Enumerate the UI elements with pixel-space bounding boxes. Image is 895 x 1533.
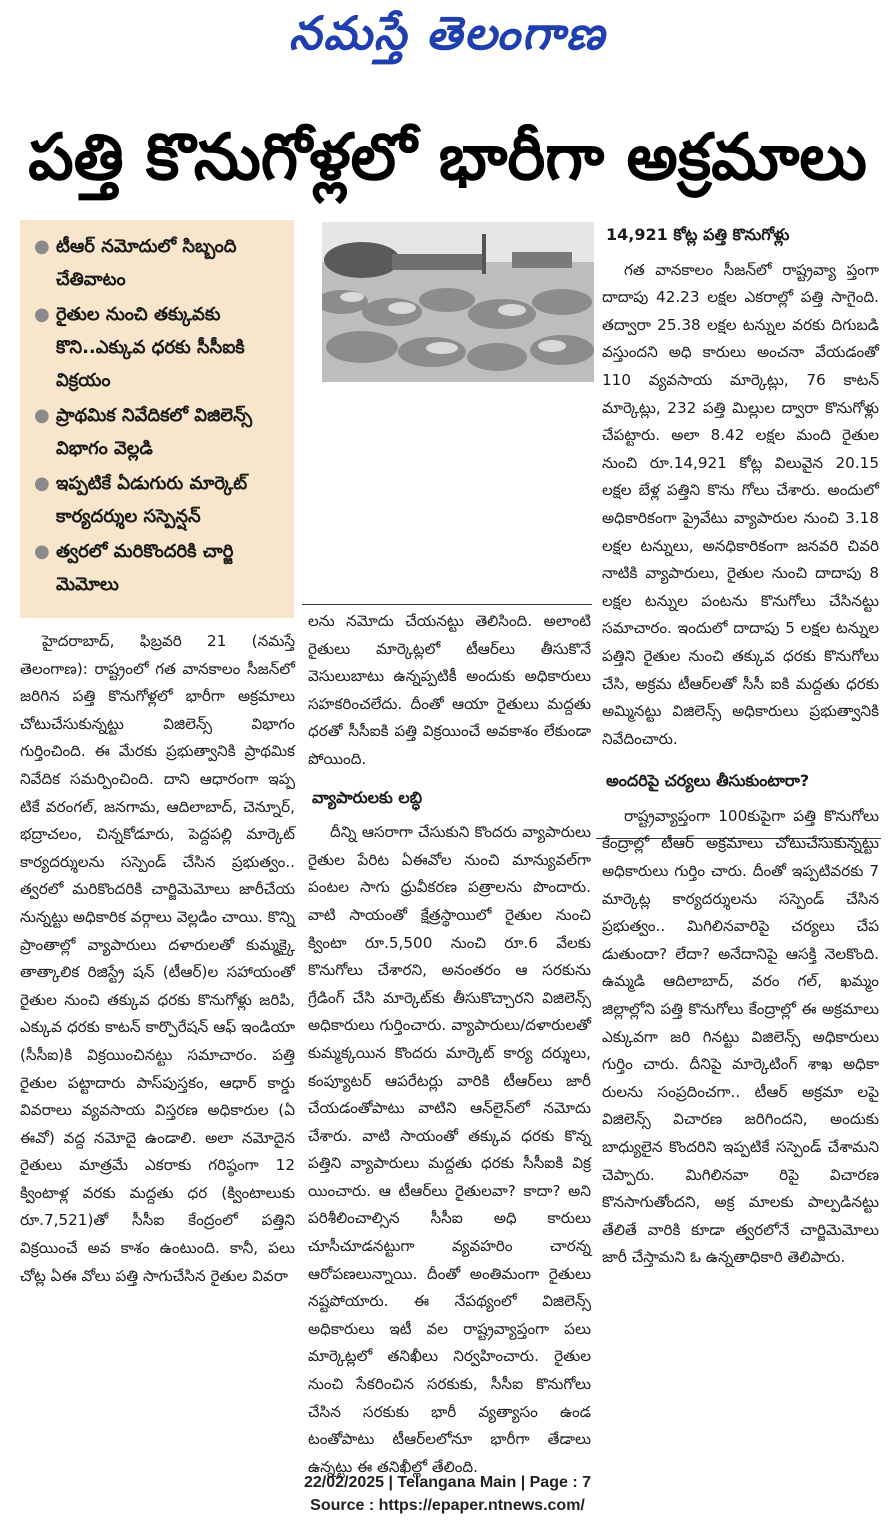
footer — [0, 1471, 895, 1517]
article-paragraph: దీన్ని ఆసరాగా చేసుకుని కొందరు వ్యాపారులు రైతుల పేరిట ఏఈవోల నుంచి మాన్యువల్‌గా పంటల సాగు ధ్రువీకరణ పత్రాలను పొందారు. వాటి సాయంతో క్షేత్రస్థాయిలో రైతుల నుంచి క్వింటా రూ.5,500 నుంచి రూ.6 వేలకు కొనుగోలు చేశారని, అనంతరం ఆ సరకును గ్రేడింగ్ చేసి మార్కెట్‌కు తీసుకొచ్చారని విజిలెన్స్ అధికారులు గుర్తించారు. వ్యాపారులు/దళారులతో కుమ్మక్కయిన కొందరు మార్కెట్ కార్య దర్శులు, కంప్యూటర్ ఆపరేటర్లు వారికి టీఆర్‌లు జారీ చేయడంతోపాటు వాటిని ఆన్‌లైన్‌లో నమోదు చేశారు. వాటి సాయంతో తక్కువ ధరకు కొన్న పత్తిని వ్యాపారులు మద్దతు ధరకు సీసీఐకి విక్ర యించారు. ఆ టీఆర్‌లు రైతులవా? కాదా? అని పరిశీలించాల్సిన సీసీఐ అధి కారులు చూసీచూడనట్టుగా వ్యవహరిం చారన్న ఆరోపణలున్నాయి. దీంతో అంతిమంగా రైతులు నష్టపోయారు. ఈ నేపథ్యంలో విజిలెన్స్ అధికారులు ఇటీ వల రాష్ట్రవ్యాప్తంగా పలు మార్కెట్లలో తనిఖీలు నిర్వహించారు. రైతుల నుంచి సేకరించిన సరకుకు, సీసీఐ కొనుగోలు చేసిన సరకుకు భారీ వ్యత్యాసం ఉండ టంతోపాటు టీఆర్‌లలోనూ భారీగా తేడాలు ఉన్నట్టు ఈ తనిఖీల్లో తేలింది. — [308, 823, 591, 1476]
bullet-icon: ● — [34, 304, 50, 325]
highlights-list — [20, 230, 294, 601]
article-column-2 — [308, 608, 591, 1481]
highlight-item: ● ఇప్పటికే ఏడుగురు మార్కెట్ కార్యదర్శుల సస్పెన్షన్ — [34, 467, 286, 533]
article-column-3 — [602, 221, 879, 1272]
bullet-icon: ● — [34, 405, 50, 426]
footer-date-page: 22/02/2025 | Telangana Main | Page : 7 — [303, 1474, 591, 1491]
subheading: 14,921 కోట్ల పత్తి కొనుగోళ్లు — [606, 225, 790, 244]
highlight-item: ● త్వరలో మరికొందరికి చార్జి మెమోలు — [34, 535, 286, 601]
highlight-item: ● ప్రాథమిక నివేదికలో విజిలెన్స్ విభాగం వెల్లడి — [34, 399, 286, 465]
highlight-item: ● రైతుల నుంచి తక్కువకు కొని..ఎక్కువ ధరకు సీసీఐకి విక్రయం — [34, 298, 286, 397]
column-divider — [302, 604, 592, 605]
bullet-icon: ● — [34, 473, 50, 494]
article-paragraph: గత వానకాలం సీజన్‌లో రాష్ట్రవ్యా ప్తంగా దాదాపు 42.23 లక్షల ఎకరాల్లో పత్తి సాగైంది. తద్వారా 25.38 లక్షల టన్నుల వరకు దిగుబడి వస్తుందని అధి కారులు అంచనా వేయడంతో 110 వ్యవసాయ మార్కెట్లు, 76 కాటన్ మార్కెట్లు, 232 పత్తి మిల్లుల ద్వారా కొనుగోళ్లు చేపట్టారు. అలా 8.42 లక్షల మంది రైతుల నుంచి రూ.14,921 కోట్ల విలువైన 20.15 లక్షల బేళ్ల పత్తిని కొను గోలు చేశారు. అందులో అధికారికంగా ప్రైవేటు వ్యాపారుల నుంచి 3.18 లక్షల టన్నులు, అనధికారికంగా జనవరి చివరి నాటికి వ్యాపారులు, రైతుల నుంచి దాదాపు 8 లక్షల టన్నుల పంటను కొనుగోలు చేసినట్టు సమాచారం. ఇందులో దాదాపు 5 లక్షల టన్నుల పత్తిని రైతుల నుంచి తక్కువ ధరకు కొనుగోలు చేసి, అక్రమ టీఆర్‌లతో సీసీ ఐకి మద్దతు ధరకు అమ్మినట్టు విజిలెన్స్ అధికారులు ప్రభుత్వానికి నివేదించారు. — [602, 260, 879, 748]
bullet-icon: ● — [34, 236, 50, 257]
subheading: అందరిపై చర్యలు తీసుకుంటారా? — [606, 771, 810, 791]
bullet-icon: ● — [34, 541, 50, 562]
headline: పత్తి కొనుగోళ్లలో భారీగా అక్రమాలు — [28, 121, 867, 195]
cotton-market-photo — [322, 222, 594, 382]
footer-source: Source : https://epaper.ntnews.com/ — [310, 1497, 585, 1514]
article-paragraph: రాష్ట్రవ్యాప్తంగా 100కుపైగా పత్తి కొనుగోలు కేంద్రాల్లో టీఆర్ అక్రమాలు చోటుచేసుకున్నట్టు అధికారులు గుర్తిం చారు. దీంతో ఇప్పటివరకు 7 మార్కెట్ల కార్యదర్శులను సస్పెండ్ చేసిన ప్రభుత్వం.. మిగిలినవారిపై చర్యలు చేప డుతుందా? లేదా? అనేదానిపై ఆసక్తి నెలకొంది. ఉమ్మడి ఆదిలాబాద్, వరం గల్, ఖమ్మం జిల్లాల్లోని పత్తి కొనుగోలు కేంద్రాల్లో ఈ అక్రమాలు ఎక్కువగా జరి గినట్టు విజిలెన్స్ అధికారులు గుర్తిం చారు. దీనిపై మార్కెటింగ్ శాఖ అధికా రులను సంప్రదించగా.. టీఆర్ అక్రమా లపై విజిలెన్స్ విచారణ జరిగిందని, అందుకు బాధ్యులైన కొందరిని ఇప్పటికే సస్పెండ్ చేశామని చెప్పారు. మిగిలినవా రిపై విచారణ కొనసాగుతోందని, అక్ర మాలకు పాల్పడినట్టు తేలితే వారికి కూడా త్వరలోనే చార్జిమెమోలు జారీ చేస్తామని ఓ ఉన్నతాధికారి తెలిపారు. — [602, 806, 879, 1267]
article-paragraph: లను నమోదు చేయనట్టు తెలిసింది. అలాంటి రైతులు మార్కెట్లలో టీఆర్‌లు తీసుకొనే వెసులుబాటు ఉన్నప్పటికీ అందుకు అధికారులు సహకరించలేదు. దీంతో ఆయా రైతులు మద్దతు ధరతో సీసీఐకి పత్తి విక్రయించే అవకాశం లేకుండా పోయింది. — [308, 612, 591, 768]
masthead-logo: నమస్తే తెలంగాణ — [288, 6, 607, 60]
highlight-item: ● టీఆర్ నమోదులో సిబ్బంది చేతివాటం — [34, 230, 286, 296]
article-column-1 — [20, 628, 295, 1290]
masthead — [0, 0, 895, 80]
subheading: వ్యాపారులకు లబ్ధి — [312, 787, 423, 807]
article-paragraph: హైదరాబాద్, ఫిబ్రవరి 21 (నమస్తే తెలంగాణ): రాష్ట్రంలో గత వానకాలం సీజన్‌లో జరిగిన పత్తి కొనుగోళ్లలో భారీగా అక్రమాలు చోటుచేసుకున్నట్టు విజిలెన్స్ విభాగం గుర్తించింది. ఈ మేరకు ప్రభుత్వానికి ప్రాథమిక నివేదిక సమర్పించింది. దాని ఆధారంగా ఇప్ప టికే వరంగల్, జనగామ, ఆదిలాబాద్, చెన్నూర్, భద్రాచలం, చిన్నకోడూరు, పెద్దపల్లి మార్కెట్ కార్యదర్శులను సస్పెండ్ చేసిన ప్రభుత్వం.. త్వరలో మరికొందరికి చార్జిమెమోలు జారీచేయ నున్నట్టు అధికారిక వర్గాలు వెల్లడిం చాయి. కొన్ని ప్రాంతాల్లో వ్యాపారులు దళారులతో కుమ్మక్కై తాత్కాలిక రిజిస్ట్రే షన్ (టీఆర్)ల సహాయంతో రైతుల నుంచి తక్కువ ధరకు కొనుగోళ్లు జరిపి, ఎక్కువ ధరకు కాటన్ కార్పొరేషన్ ఆఫ్ ఇండియా (సీసీఐ)కి విక్రయించినట్టు సమాచారం. పత్తి రైతుల పట్టాదారు పాస్‌పుస్తకం, ఆధార్ కార్డు వివరాలు వ్యవసాయ విస్తరణ అధికారుల (ఏ ఈవో) వద్ద నమోదై ఉండాలి. అలా నమోదైన రైతులు మాత్రమే ఎకరాకు గరిష్ఠంగా 12 క్వింటాళ్ల వరకు మద్దతు ధర (క్వింటాలుకు రూ.7,521)తో సీసీఐ కేంద్రంలో పత్తిని విక్రయించే అవ కాశం ఉంటుంది. కానీ, పలు చోట్ల ఏఈ వోలు పత్తి సాగుచేసిన రైతుల వివరా — [20, 632, 295, 1285]
highlights-box — [20, 220, 294, 618]
